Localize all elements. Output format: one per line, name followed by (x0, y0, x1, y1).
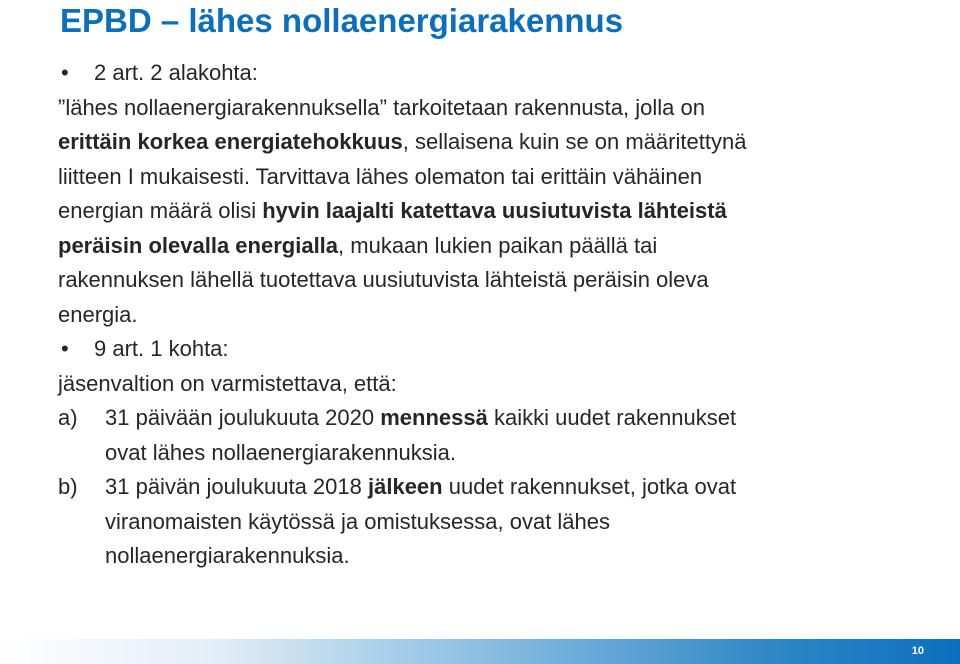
page-number: 10 (911, 645, 924, 657)
slide-title: EPBD – lähes nollaenergiarakennus (60, 2, 624, 39)
bold-text: hyvin laajalti katettava uusiutuvista lähteistä (262, 198, 727, 223)
paragraph-line (58, 229, 938, 264)
bold-text: mennessä (380, 405, 488, 430)
text-segment: , mukaan lukien paikan päällä tai (338, 232, 658, 258)
text-segment: energia. (58, 301, 138, 327)
text-segment: 31 päivän joulukuuta 2018 (105, 474, 368, 499)
bold-text: peräisin olevalla energialla (58, 232, 339, 258)
paragraph-line (58, 125, 938, 160)
text-segment: viranomaisten käytössä ja omistuksessa, ovat lähes (105, 508, 611, 534)
text-segment: 31 päivään joulukuuta 2020 (105, 405, 381, 430)
paragraph-line (58, 367, 938, 402)
footer-bar (0, 639, 960, 664)
text-segment: energian määrä olisi (58, 198, 263, 223)
text-segment: ovat lähes nollaenergiarakennuksia. (105, 439, 457, 465)
list-item-b (58, 470, 938, 505)
list-item-b-continuation (58, 505, 938, 540)
slide-content (58, 56, 938, 574)
paragraph-line (58, 160, 938, 195)
text-segment: nollaenergiarakennuksia. (105, 543, 350, 568)
paragraph-line (58, 91, 938, 126)
text-segment: jäsenvaltion on varmistettava, että: (58, 370, 397, 396)
bullet-heading: 2 art. 2 alakohta: (94, 60, 258, 85)
paragraph-line (58, 298, 938, 333)
bullet-heading: 9 art. 1 kohta: (94, 336, 229, 361)
text-segment: ”lähes nollaenergiarakennuksella” tarkoitetaan rakennusta, jolla on (58, 94, 705, 120)
bullet-icon: • (61, 60, 69, 85)
text-segment: , sellaisena kuin se on määritettynä (402, 129, 747, 154)
paragraph-line (58, 194, 938, 229)
bullet-item-article-2 (58, 56, 938, 91)
list-item-a (58, 401, 938, 436)
list-marker: a) (58, 405, 78, 430)
bold-text: jälkeen (368, 474, 443, 499)
bold-text: erittäin korkea energiatehokkuus (58, 129, 403, 154)
text-segment: liitteen I mukaisesti. Tarvittava lähes olematon tai erittäin vähäinen (58, 163, 703, 189)
text-segment: kaikki uudet rakennukset (487, 405, 737, 430)
text-segment: rakennuksen lähellä tuotettava uusiutuvista lähteistä peräisin oleva (58, 267, 709, 292)
bullet-icon: • (61, 336, 69, 361)
text-segment: uudet rakennukset, jotka ovat (442, 474, 737, 499)
bullet-item-article-9 (58, 332, 938, 367)
list-item-b-continuation (58, 539, 938, 574)
list-item-a-continuation (58, 436, 938, 471)
list-marker: b) (58, 474, 78, 499)
paragraph-line (58, 263, 938, 298)
